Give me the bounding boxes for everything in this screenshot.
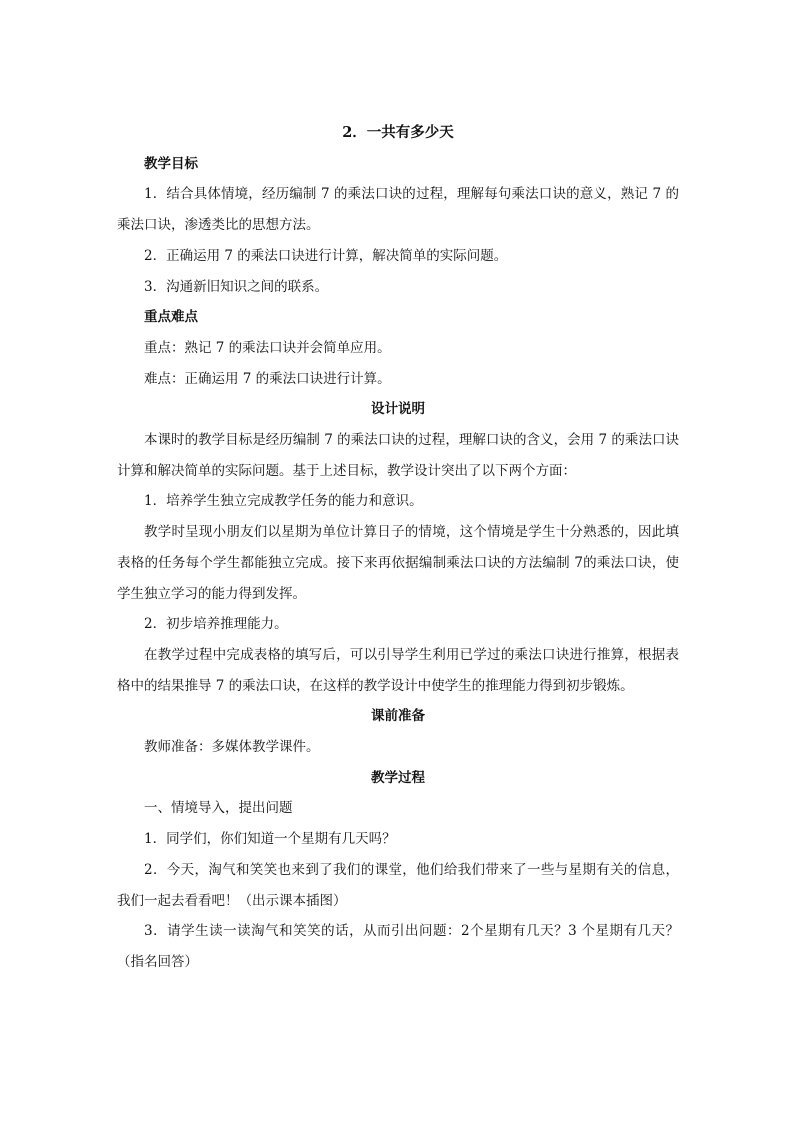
section-heading: 课前准备 bbox=[371, 708, 425, 725]
document-title: 2．一共有多少天 bbox=[342, 124, 454, 141]
paragraph: 3．沟通新旧知识之间的联系。 bbox=[144, 278, 329, 295]
paragraph: 本课时的教学目标是经历编制 7 的乘法口诀的过程，理解口诀的含义，会用 7 的乘法口诀计算和解决简单的实际问题。基于上述目标，教学设计突出了以下两个方面： bbox=[117, 432, 679, 479]
paragraph: 1．结合具体情境，经历编制 7 的乘法口诀的过程，理解每句乘法口诀的意义，熟记 7 的乘法口诀，渗透类比的思想方法。 bbox=[117, 186, 679, 234]
document-sections bbox=[117, 149, 679, 978]
paragraph: 2．正确运用 7 的乘法口诀进行计算，解决简单的实际问题。 bbox=[144, 247, 508, 264]
section-heading: 设计说明 bbox=[371, 401, 425, 418]
paragraph: 2．今天，淘气和笑笑也来到了我们的课堂，他们给我们带来了一些与星期有关的信息，我们一起去看看吧！（出示课本插图） bbox=[117, 861, 679, 909]
paragraph: 教学时呈现小朋友们以星期为单位计算日子的情境，这个情境是学生十分熟悉的，因此填表格的任务每个学生都能独立完成。接下来再依据编制乘法口诀的方法编制 7的乘法口诀，使学生独立学习的能力得到发挥。 bbox=[117, 524, 679, 602]
paragraph: 2．初步培养推理能力。 bbox=[144, 616, 288, 633]
paragraph: 1．同学们，你们知道一个星期有几天吗？ bbox=[144, 831, 396, 848]
section-heading: 教学过程 bbox=[371, 769, 425, 786]
section-heading: 教学目标 bbox=[144, 155, 198, 172]
paragraph: 教师准备：多媒体教学课件。 bbox=[144, 739, 320, 756]
paragraph: 1．培养学生独立完成教学任务的能力和意识。 bbox=[144, 493, 423, 510]
document-body bbox=[117, 118, 679, 978]
paragraph: 一、情境导入，提出问题 bbox=[144, 800, 293, 817]
section-heading: 重点难点 bbox=[144, 309, 198, 326]
paragraph: 在教学过程中完成表格的填写后，可以引导学生利用已学过的乘法口诀进行推算，根据表格中的结果推导 7 的乘法口诀，在这样的教学设计中使学生的推理能力得到初步锻炼。 bbox=[117, 646, 679, 694]
paragraph: 难点：正确运用 7 的乘法口诀进行计算。 bbox=[144, 370, 391, 387]
paragraph: 重点：熟记 7 的乘法口诀并会简单应用。 bbox=[144, 339, 391, 356]
paragraph: 3．请学生读一读淘气和笑笑的话，从而引出问题：2个星期有几天？3 个星期有几天？（指名回答） bbox=[117, 923, 679, 970]
